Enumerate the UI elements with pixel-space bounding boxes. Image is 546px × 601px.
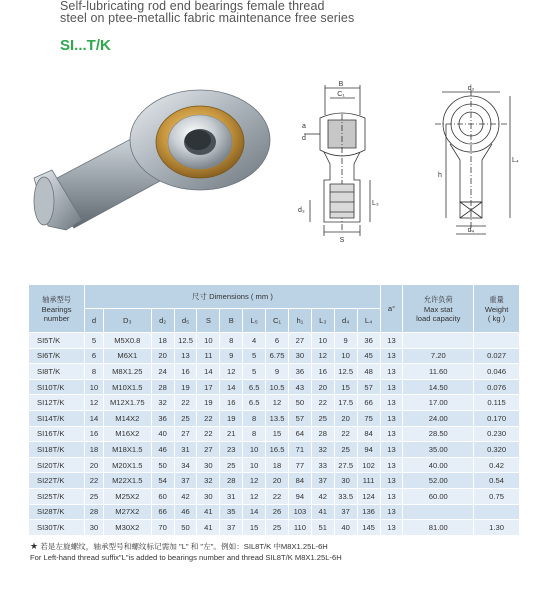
- table-row: [29, 364, 520, 380]
- table-cell: 22: [334, 426, 357, 442]
- header-load-en2: load capacity: [416, 313, 461, 323]
- table-cell: 13: [380, 364, 403, 380]
- table-cell: 22: [197, 426, 220, 442]
- table-cell: 0.046: [474, 364, 520, 380]
- header-model-en2: number: [43, 313, 70, 323]
- table-row: [29, 395, 520, 411]
- table-cell: 5: [243, 348, 266, 364]
- table-cell: 19: [197, 395, 220, 411]
- table-row: [29, 348, 520, 364]
- table-cell: 81.00: [403, 520, 474, 536]
- table-cell: 43: [288, 379, 311, 395]
- spec-table-wrap: [28, 284, 520, 536]
- table-cell: 16: [85, 426, 104, 442]
- header-col: d₅: [174, 309, 197, 333]
- header-col: S: [197, 309, 220, 333]
- table-cell: 35.00: [403, 442, 474, 458]
- bearing-number-cell: SI18T/K: [29, 442, 85, 458]
- label-S: S: [339, 237, 345, 244]
- table-cell: M25X2: [103, 488, 151, 504]
- table-cell: 35: [220, 504, 243, 520]
- table-cell: 94: [288, 488, 311, 504]
- table-cell: 22: [266, 488, 289, 504]
- table-cell: 10: [311, 333, 334, 349]
- bearing-number-cell: SI16T/K: [29, 426, 85, 442]
- table-cell: 136: [357, 504, 380, 520]
- table-cell: 30: [197, 488, 220, 504]
- table-cell: 13: [380, 426, 403, 442]
- star-icon: ★: [30, 541, 39, 551]
- table-cell: 22: [311, 395, 334, 411]
- header-weight-cn: 重量: [489, 294, 504, 304]
- table-cell: 37: [220, 520, 243, 536]
- table-cell: 22: [85, 473, 104, 489]
- table-cell: 20: [151, 348, 174, 364]
- header-col: L₅: [243, 309, 266, 333]
- table-cell: 42: [311, 488, 334, 504]
- header-col: C₁: [266, 309, 289, 333]
- table-cell: 11.60: [403, 364, 474, 380]
- table-cell: M16X2: [103, 426, 151, 442]
- table-row: [29, 410, 520, 426]
- table-cell: 31: [174, 442, 197, 458]
- table-cell: 9: [220, 348, 243, 364]
- table-cell: 22: [174, 395, 197, 411]
- table-cell: 0.230: [474, 426, 520, 442]
- table-cell: 25: [266, 520, 289, 536]
- table-cell: 7.20: [403, 348, 474, 364]
- table-cell: 4: [243, 333, 266, 349]
- table-cell: 15: [243, 520, 266, 536]
- label-C1: C₁: [337, 91, 345, 98]
- table-cell: M14X2: [103, 410, 151, 426]
- table-cell: 12: [220, 364, 243, 380]
- table-row: [29, 520, 520, 536]
- table-cell: M12X1.75: [103, 395, 151, 411]
- table-cell: 48: [357, 364, 380, 380]
- table-cell: 9: [334, 333, 357, 349]
- table-cell: 71: [288, 442, 311, 458]
- table-cell: 46: [174, 504, 197, 520]
- table-cell: M8X1.25: [103, 364, 151, 380]
- bearing-number-cell: SI8T/K: [29, 364, 85, 380]
- table-cell: 66: [151, 504, 174, 520]
- table-cell: M22X1.5: [103, 473, 151, 489]
- front-drawing: [420, 82, 530, 242]
- table-cell: M18X1.5: [103, 442, 151, 458]
- table-cell: 10: [243, 442, 266, 458]
- table-cell: 25: [220, 457, 243, 473]
- header-col: B: [220, 309, 243, 333]
- table-cell: 60: [151, 488, 174, 504]
- table-cell: 12: [85, 395, 104, 411]
- table-cell: 25: [334, 442, 357, 458]
- header-model: [29, 285, 85, 333]
- table-cell: 28: [151, 379, 174, 395]
- table-cell: 51: [311, 520, 334, 536]
- table-cell: 30: [197, 457, 220, 473]
- table-cell: 32: [151, 395, 174, 411]
- bearing-number-cell: SI14T/K: [29, 410, 85, 426]
- spec-table: [28, 284, 520, 536]
- table-cell: 0.170: [474, 410, 520, 426]
- series-title: SI...T/K: [60, 37, 111, 54]
- table-cell: 12: [266, 395, 289, 411]
- table-cell: 94: [357, 442, 380, 458]
- table-cell: 13: [380, 520, 403, 536]
- table-cell: M27X2: [103, 504, 151, 520]
- table-cell: 12: [243, 488, 266, 504]
- table-cell: 17: [197, 379, 220, 395]
- table-cell: [403, 333, 474, 349]
- table-cell: 84: [357, 426, 380, 442]
- table-cell: 103: [288, 504, 311, 520]
- label-B: B: [338, 81, 344, 88]
- table-row: [29, 504, 520, 520]
- table-row: [29, 379, 520, 395]
- table-cell: 13: [380, 333, 403, 349]
- table-cell: 13: [380, 457, 403, 473]
- table-cell: 10: [243, 457, 266, 473]
- table-cell: 145: [357, 520, 380, 536]
- table-cell: 6: [266, 333, 289, 349]
- table-cell: 13: [380, 410, 403, 426]
- product-photo: [30, 78, 280, 238]
- table-cell: 13: [380, 488, 403, 504]
- table-cell: 41: [197, 504, 220, 520]
- label-d: d: [302, 135, 306, 142]
- table-cell: 0.42: [474, 457, 520, 473]
- footnote-en: For Left-hand thread suffix"L"is added to bearings number and thread SIL8T/K M8X1.25L-6H: [30, 553, 342, 562]
- table-cell: 110: [288, 520, 311, 536]
- title-line-2: steel on ptee-metallic fabric maintenance free series: [60, 11, 355, 25]
- table-cell: 15: [266, 426, 289, 442]
- table-cell: 33.5: [334, 488, 357, 504]
- table-cell: 13: [380, 504, 403, 520]
- table-cell: 41: [197, 520, 220, 536]
- table-cell: 6.5: [243, 379, 266, 395]
- table-cell: 37: [311, 473, 334, 489]
- table-cell: 11: [197, 348, 220, 364]
- table-cell: 0.54: [474, 473, 520, 489]
- table-cell: 30: [288, 348, 311, 364]
- label-d4: d₄: [467, 227, 475, 234]
- bearing-number-cell: SI28T/K: [29, 504, 85, 520]
- header-load-cn: 允许负荷: [423, 294, 453, 304]
- table-cell: 27: [174, 426, 197, 442]
- table-cell: 66: [357, 395, 380, 411]
- table-cell: 21: [220, 426, 243, 442]
- table-cell: 40: [151, 426, 174, 442]
- table-cell: 13: [380, 442, 403, 458]
- table-cell: 18: [266, 457, 289, 473]
- table-cell: 27: [288, 333, 311, 349]
- table-cell: 13: [380, 348, 403, 364]
- table-cell: 77: [288, 457, 311, 473]
- table-cell: 8: [220, 333, 243, 349]
- table-cell: 19: [174, 379, 197, 395]
- table-cell: 27.5: [334, 457, 357, 473]
- table-row: [29, 426, 520, 442]
- table-cell: 75: [357, 410, 380, 426]
- bearing-number-cell: SI5T/K: [29, 333, 85, 349]
- label-L3: L₃: [372, 200, 379, 207]
- table-cell: 10: [334, 348, 357, 364]
- table-cell: 30: [334, 473, 357, 489]
- header-col: d: [85, 309, 104, 333]
- table-cell: 50: [174, 520, 197, 536]
- table-cell: [474, 333, 520, 349]
- header-alpha: a°: [380, 285, 403, 333]
- table-row: [29, 473, 520, 489]
- header-col: D₃: [103, 309, 151, 333]
- label-d2: d₂: [467, 85, 475, 92]
- table-cell: 17.00: [403, 395, 474, 411]
- table-row: [29, 333, 520, 349]
- table-cell: 22: [197, 410, 220, 426]
- table-cell: 5: [243, 364, 266, 380]
- table-cell: 10.5: [266, 379, 289, 395]
- table-cell: 0.320: [474, 442, 520, 458]
- table-cell: 28: [311, 426, 334, 442]
- header-weight-en1: Weight: [484, 304, 509, 314]
- table-row: [29, 488, 520, 504]
- table-row: [29, 457, 520, 473]
- table-cell: 25: [311, 410, 334, 426]
- table-cell: 20: [311, 379, 334, 395]
- header-model-cn: 轴承型号: [42, 294, 71, 304]
- table-cell: 14: [243, 504, 266, 520]
- bearing-number-cell: SI22T/K: [29, 473, 85, 489]
- table-cell: 10: [85, 379, 104, 395]
- label-L4: L₄: [512, 157, 519, 164]
- table-cell: 32: [197, 473, 220, 489]
- table-cell: 40.00: [403, 457, 474, 473]
- header-col: L₃: [311, 309, 334, 333]
- table-cell: 0.027: [474, 348, 520, 364]
- table-cell: 40: [334, 520, 357, 536]
- title-block: [60, 0, 530, 24]
- header-col: L₄: [357, 309, 380, 333]
- table-cell: 5: [85, 333, 104, 349]
- bearing-number-cell: SI20T/K: [29, 457, 85, 473]
- table-cell: 45: [357, 348, 380, 364]
- header-dimensions: 尺寸 Dimensions ( mm ): [85, 285, 380, 309]
- label-a: a: [302, 123, 306, 130]
- header-load: [403, 285, 474, 333]
- table-cell: 0.75: [474, 488, 520, 504]
- table-cell: 16: [220, 395, 243, 411]
- table-cell: 8: [243, 426, 266, 442]
- table-cell: 64: [288, 426, 311, 442]
- table-cell: 102: [357, 457, 380, 473]
- table-cell: 13: [380, 395, 403, 411]
- bearing-number-cell: SI30T/K: [29, 520, 85, 536]
- table-cell: 57: [357, 379, 380, 395]
- table-cell: 20: [85, 457, 104, 473]
- table-cell: 10: [197, 333, 220, 349]
- label-d3: d₃: [298, 207, 305, 214]
- table-cell: 70: [151, 520, 174, 536]
- table-cell: 25: [174, 410, 197, 426]
- bearing-number-cell: SI10T/K: [29, 379, 85, 395]
- table-cell: 60.00: [403, 488, 474, 504]
- table-cell: 18: [151, 333, 174, 349]
- table-cell: 16.5: [266, 442, 289, 458]
- table-cell: 0.115: [474, 395, 520, 411]
- table-cell: [403, 504, 474, 520]
- table-cell: 37: [334, 504, 357, 520]
- table-cell: 23: [220, 442, 243, 458]
- table-cell: 14: [197, 364, 220, 380]
- table-cell: 20: [266, 473, 289, 489]
- table-cell: 14: [85, 410, 104, 426]
- table-cell: 41: [311, 504, 334, 520]
- footnote: [30, 541, 342, 563]
- table-cell: 12.5: [174, 333, 197, 349]
- table-cell: 14.50: [403, 379, 474, 395]
- table-cell: 26: [266, 504, 289, 520]
- table-cell: 57: [288, 410, 311, 426]
- table-cell: 28.50: [403, 426, 474, 442]
- table-cell: 16: [311, 364, 334, 380]
- table-cell: 28: [85, 504, 104, 520]
- table-cell: 6.75: [266, 348, 289, 364]
- table-cell: [474, 504, 520, 520]
- table-cell: 36: [151, 410, 174, 426]
- header-weight: [474, 285, 520, 333]
- header-model-en1: Bearings: [41, 304, 72, 314]
- table-cell: 46: [151, 442, 174, 458]
- table-cell: 12: [311, 348, 334, 364]
- table-cell: 37: [174, 473, 197, 489]
- header-weight-en2: ( kg ): [487, 313, 506, 323]
- table-cell: M5X0.8: [103, 333, 151, 349]
- table-cell: 24.00: [403, 410, 474, 426]
- table-cell: 6.5: [243, 395, 266, 411]
- footnote-cn: 若是左旋螺纹，轴承型号和螺纹标记需加 "L" 和 "左"。例如：SIL8T/K 中M8X1.25L-6H: [40, 542, 328, 551]
- table-cell: 8: [243, 410, 266, 426]
- table-cell: 33: [311, 457, 334, 473]
- section-drawing: [290, 80, 390, 245]
- table-cell: 36: [288, 364, 311, 380]
- table-cell: 18: [85, 442, 104, 458]
- table-cell: 50: [288, 395, 311, 411]
- table-cell: 25: [85, 488, 104, 504]
- label-h: h: [438, 172, 442, 179]
- table-cell: 50: [151, 457, 174, 473]
- header-load-en1: Max stat: [423, 304, 453, 314]
- header-col: h₁: [288, 309, 311, 333]
- header-col: d₂: [151, 309, 174, 333]
- table-cell: 27: [197, 442, 220, 458]
- table-cell: 14: [220, 379, 243, 395]
- table-cell: 36: [357, 333, 380, 349]
- table-cell: 1.30: [474, 520, 520, 536]
- table-cell: M30X2: [103, 520, 151, 536]
- table-cell: 19: [220, 410, 243, 426]
- table-cell: 28: [220, 473, 243, 489]
- table-cell: M10X1.5: [103, 379, 151, 395]
- table-row: [29, 442, 520, 458]
- table-cell: 13: [174, 348, 197, 364]
- table-cell: 124: [357, 488, 380, 504]
- title-line-1: Self-lubricating rod end bearings female thread: [60, 0, 325, 13]
- table-cell: 31: [220, 488, 243, 504]
- table-cell: 30: [85, 520, 104, 536]
- table-cell: 0.076: [474, 379, 520, 395]
- table-cell: 16: [174, 364, 197, 380]
- table-cell: 13.5: [266, 410, 289, 426]
- table-cell: 52.00: [403, 473, 474, 489]
- bearing-number-cell: SI6T/K: [29, 348, 85, 364]
- table-cell: 111: [357, 473, 380, 489]
- header-col: d₄: [334, 309, 357, 333]
- table-cell: 12: [243, 473, 266, 489]
- table-cell: 8: [85, 364, 104, 380]
- bearing-number-cell: SI12T/K: [29, 395, 85, 411]
- table-cell: 13: [380, 473, 403, 489]
- table-cell: 12.5: [334, 364, 357, 380]
- table-cell: 84: [288, 473, 311, 489]
- table-cell: 24: [151, 364, 174, 380]
- bearing-number-cell: SI25T/K: [29, 488, 85, 504]
- table-cell: 15: [334, 379, 357, 395]
- table-cell: M6X1: [103, 348, 151, 364]
- table-cell: 9: [266, 364, 289, 380]
- table-cell: 42: [174, 488, 197, 504]
- table-cell: 20: [334, 410, 357, 426]
- table-cell: 17.5: [334, 395, 357, 411]
- table-cell: 54: [151, 473, 174, 489]
- table-cell: 32: [311, 442, 334, 458]
- table-cell: 6: [85, 348, 104, 364]
- table-cell: M20X1.5: [103, 457, 151, 473]
- table-cell: 34: [174, 457, 197, 473]
- spec-table-body: [29, 333, 520, 536]
- table-cell: 13: [380, 379, 403, 395]
